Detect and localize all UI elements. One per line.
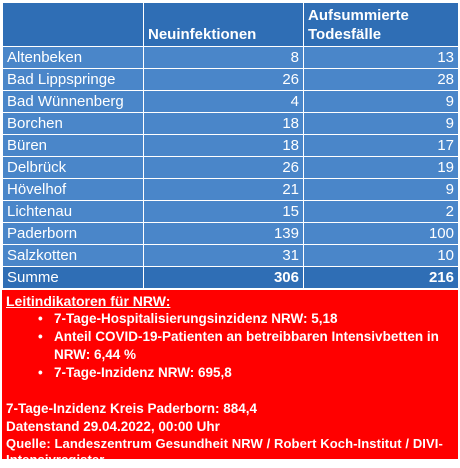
sum-row: [3, 267, 459, 289]
neuinfektionen-value: 31: [144, 245, 304, 267]
indicator-panel: [2, 289, 458, 467]
todesfaelle-value: 17: [304, 135, 459, 157]
municipality-name: Bad Lippspringe: [3, 69, 144, 91]
sum-todesfaelle: 216: [304, 267, 459, 289]
todesfaelle-value: 2: [304, 201, 459, 223]
header-neuinfektionen: Neuinfektionen: [144, 3, 304, 47]
neuinfektionen-value: 21: [144, 179, 304, 201]
neuinfektionen-value: 8: [144, 47, 304, 69]
table-row: [3, 245, 459, 267]
indicator-text: Anteil COVID-19-Patienten an betreibbaren Intensivbetten in NRW: 6,44 %: [54, 329, 439, 362]
table-row: [3, 113, 459, 135]
todesfaelle-value: 9: [304, 179, 459, 201]
municipality-name: Paderborn: [3, 223, 144, 245]
todesfaelle-value: 13: [304, 47, 459, 69]
table-row: [3, 47, 459, 69]
neuinfektionen-value: 26: [144, 157, 304, 179]
table-row: [3, 223, 459, 245]
table-header: [3, 3, 459, 47]
bullet-icon: •: [38, 311, 43, 326]
neuinfektionen-value: 18: [144, 113, 304, 135]
table-row: [3, 157, 459, 179]
neuinfektionen-value: 26: [144, 69, 304, 91]
municipality-name: Lichtenau: [3, 201, 144, 223]
todesfaelle-value: 9: [304, 113, 459, 135]
indicator-text: 7-Tage-Inzidenz NRW: 695,8: [54, 365, 232, 380]
list-item: [38, 328, 454, 364]
infection-table: [2, 2, 459, 289]
table-row: [3, 201, 459, 223]
indicator-list: [6, 310, 454, 382]
bullet-icon: •: [38, 365, 43, 380]
spacer: [6, 382, 454, 400]
municipality-name: Borchen: [3, 113, 144, 135]
indicator-heading: Leitindikatoren für NRW:: [6, 293, 171, 309]
municipality-name: Salzkotten: [3, 245, 144, 267]
list-item: [38, 310, 454, 328]
municipality-name: Hövelhof: [3, 179, 144, 201]
municipality-name: Altenbeken: [3, 47, 144, 69]
source-note: Quelle: Landeszentrum Gesundheit NRW / Robert Koch-Institut / DIVI-Intensivregister: [6, 436, 443, 467]
header-municipality: [3, 3, 144, 47]
neuinfektionen-value: 4: [144, 91, 304, 113]
municipality-name: Bad Wünnenberg: [3, 91, 144, 113]
todesfaelle-value: 10: [304, 245, 459, 267]
neuinfektionen-value: 139: [144, 223, 304, 245]
header-todesfaelle: Aufsummierte Todesfälle: [304, 3, 459, 47]
list-item: [38, 364, 454, 382]
municipality-name: Büren: [3, 135, 144, 157]
table-row: [3, 135, 459, 157]
table-row: [3, 179, 459, 201]
indicator-text: 7-Tage-Hospitalisierungsinzidenz NRW: 5,18: [54, 311, 338, 326]
sum-neuinfektionen: 306: [144, 267, 304, 289]
table-row: [3, 69, 459, 91]
bullet-icon: •: [38, 329, 43, 344]
todesfaelle-value: 28: [304, 69, 459, 91]
neuinfektionen-value: 18: [144, 135, 304, 157]
todesfaelle-value: 9: [304, 91, 459, 113]
table-row: [3, 91, 459, 113]
datenstand: Datenstand 29.04.2022, 00:00 Uhr: [6, 419, 220, 434]
todesfaelle-value: 100: [304, 223, 459, 245]
todesfaelle-value: 19: [304, 157, 459, 179]
municipality-name: Delbrück: [3, 157, 144, 179]
neuinfektionen-value: 15: [144, 201, 304, 223]
kreis-inzidenz: 7-Tage-Inzidenz Kreis Paderborn: 884,4: [6, 401, 258, 416]
sum-label: Summe: [3, 267, 144, 289]
covid-report: [2, 2, 458, 467]
